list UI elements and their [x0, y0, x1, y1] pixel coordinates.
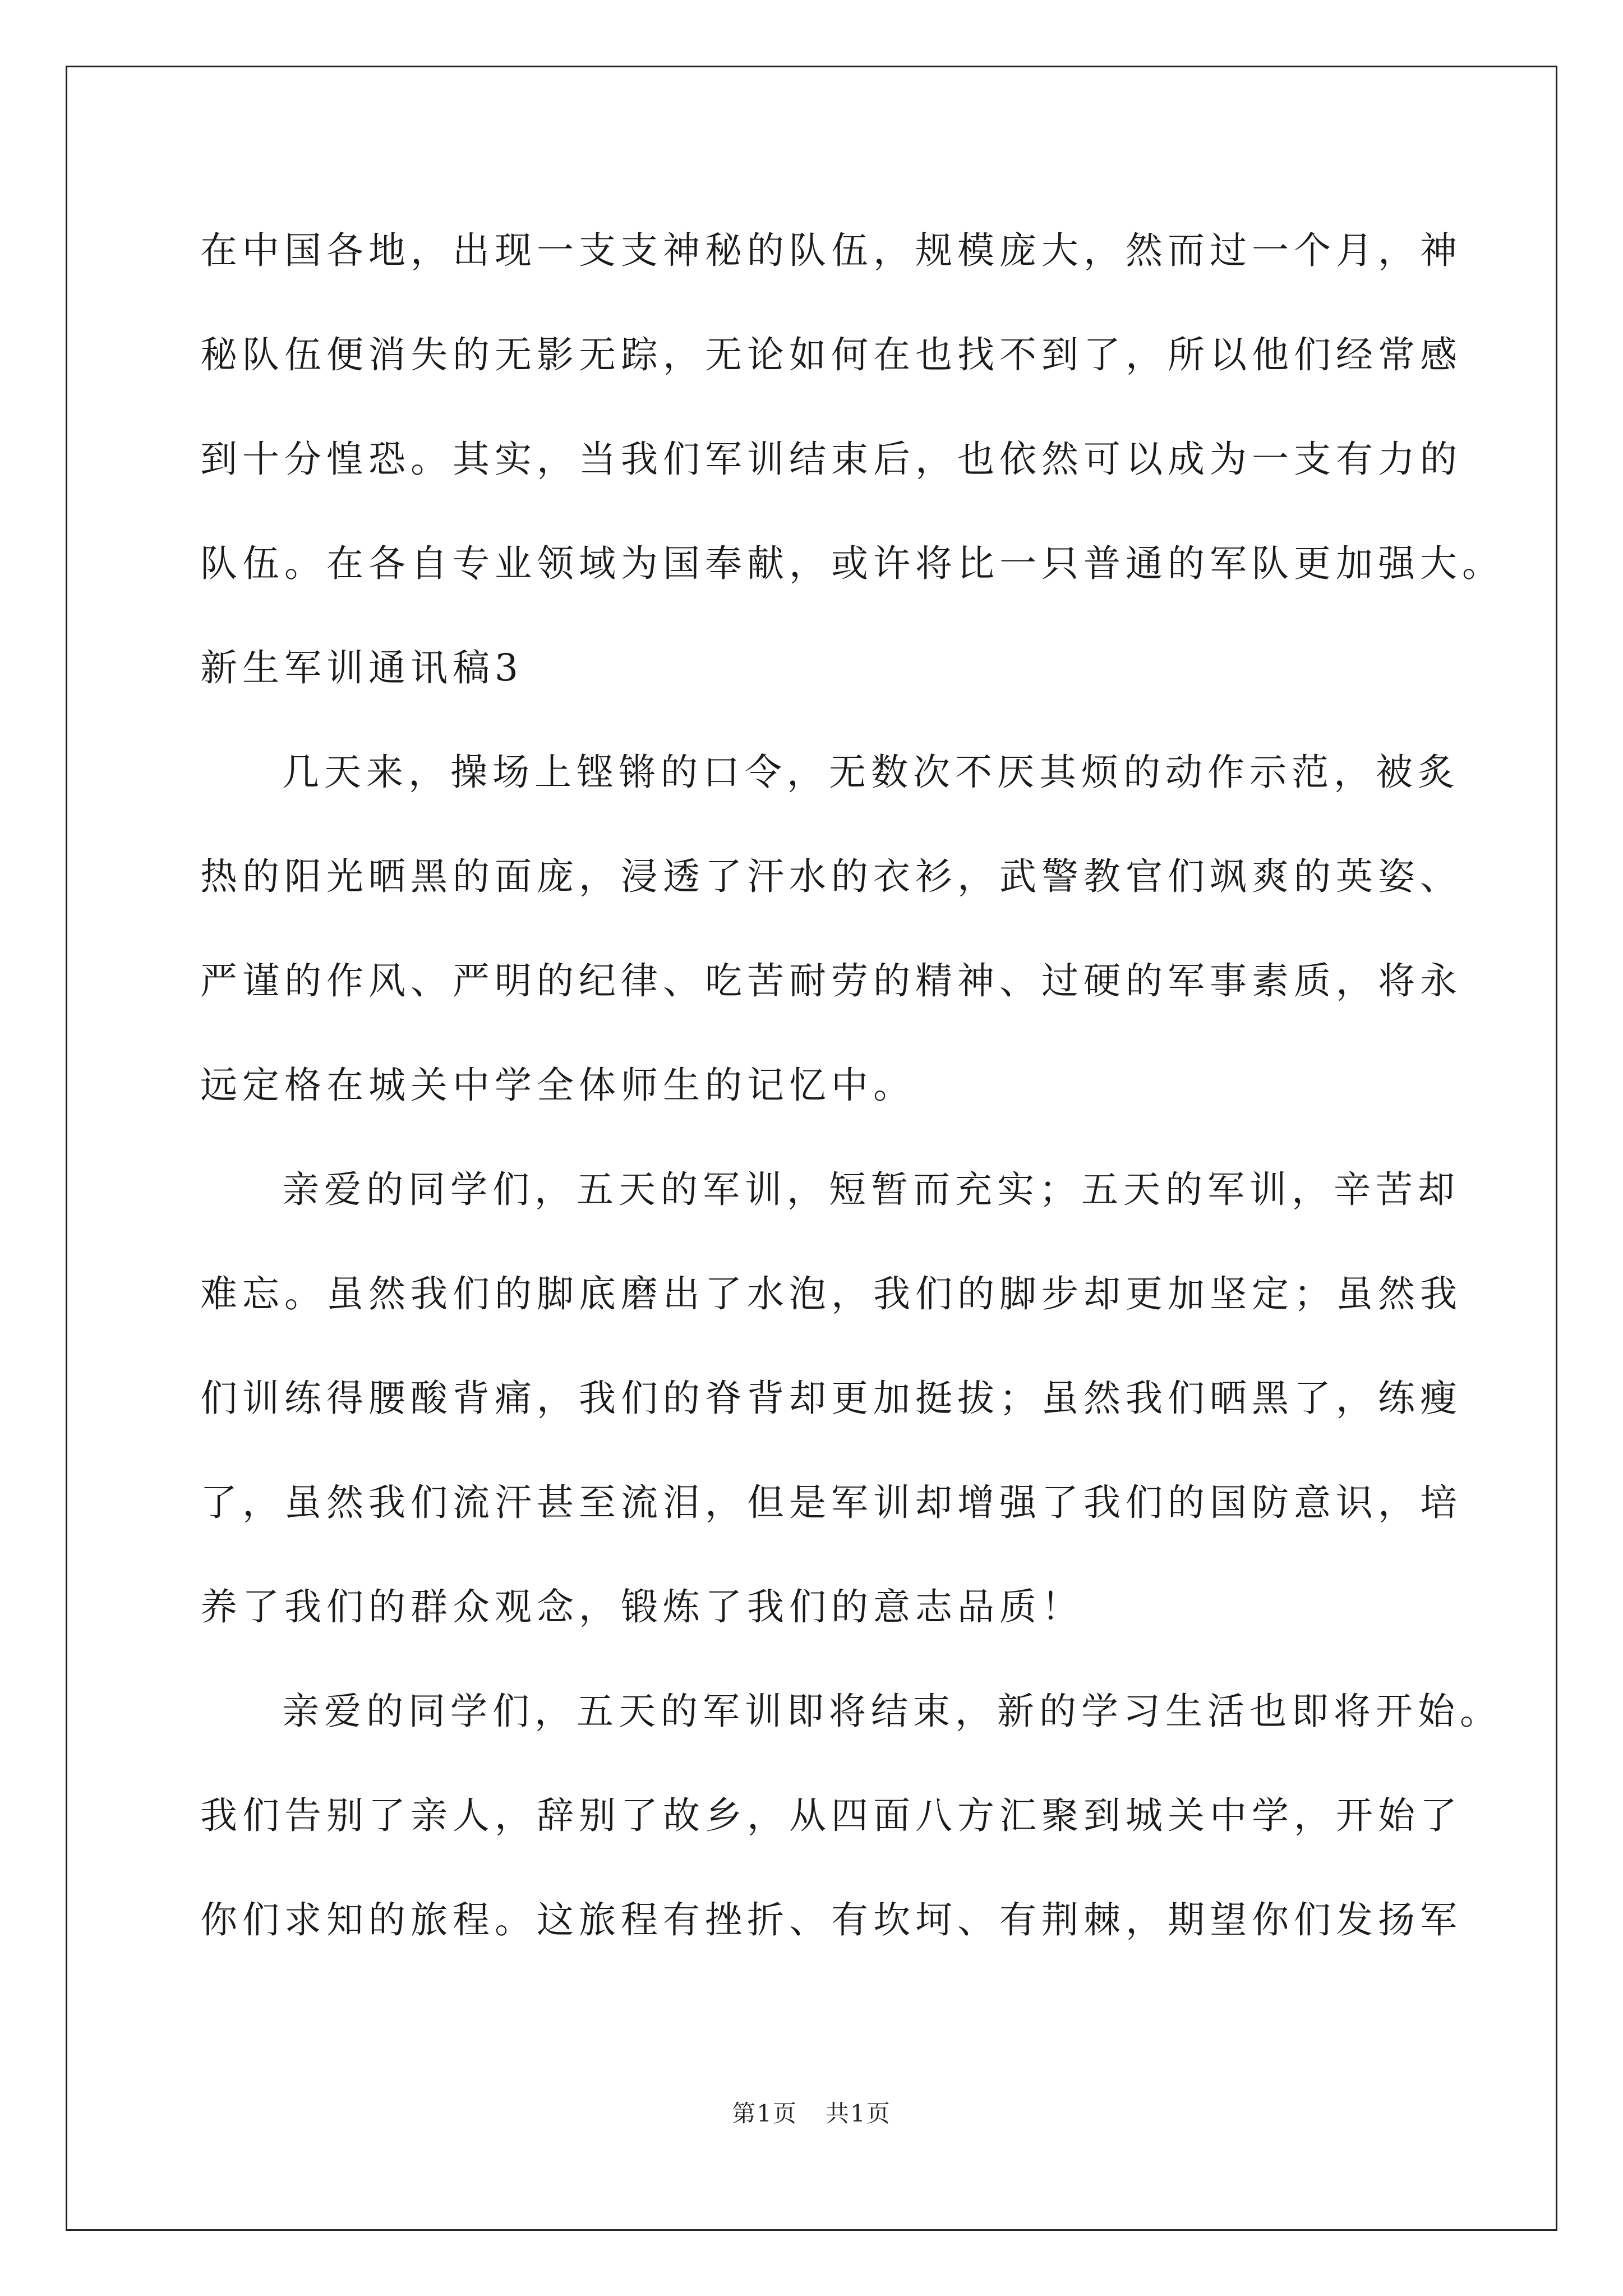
text-line: 队伍。在各自专业领域为国奉献，或许将比一只普通的军队更加强大。 — [200, 542, 1504, 585]
text-line: 了，虽然我们流汗甚至流泪，但是军训却增强了我们的国防意识，培 — [200, 1481, 1462, 1524]
text-line: 在中国各地，出现一支支神秘的队伍，规模庞大，然而过一个月，神 — [200, 229, 1462, 272]
text-line: 几天来，操场上铿锵的口令，无数次不厌其烦的动作示范，被炙 — [282, 751, 1460, 794]
text-line: 养了我们的群众观念，锻炼了我们的意志品质！ — [200, 1585, 1083, 1628]
text-line: 严谨的作风、严明的纪律、吃苦耐劳的精神、过硬的军事素质，将永 — [200, 959, 1462, 1002]
text-line: 热的阳光晒黑的面庞，浸透了汗水的衣衫，武警教官们飒爽的英姿、 — [200, 855, 1462, 898]
page-total: 共1页 — [826, 2100, 891, 2127]
text-line: 难忘。虽然我们的脚底磨出了水泡，我们的脚步却更加坚定；虽然我 — [200, 1272, 1462, 1315]
text-line: 你们求知的旅程。这旅程有挫折、有坎坷、有荆棘，期望你们发扬军 — [200, 1898, 1462, 1941]
text-line: 我们告别了亲人，辞别了故乡，从四面八方汇聚到城关中学，开始了 — [200, 1794, 1462, 1837]
text-line: 到十分惶恐。其实，当我们军训结束后，也依然可以成为一支有力的 — [200, 438, 1462, 481]
document-body — [200, 216, 1504, 1990]
page-footer — [0, 2095, 1623, 2129]
page-number: 第1页 — [732, 2100, 797, 2127]
text-line: 亲爱的同学们，五天的军训，短暂而充实；五天的军训，辛苦却 — [282, 1168, 1460, 1211]
section-heading: 新生军训通讯稿3 — [200, 646, 523, 689]
text-line: 亲爱的同学们，五天的军训即将结束，新的学习生活也即将开始。 — [282, 1690, 1502, 1733]
text-line: 们训练得腰酸背痛，我们的脊背却更加挺拔；虽然我们晒黑了，练瘦 — [200, 1377, 1462, 1420]
text-line: 秘队伍便消失的无影无踪，无论如何在也找不到了，所以他们经常感 — [200, 333, 1462, 376]
text-line: 远定格在城关中学全体师生的记忆中。 — [200, 1064, 915, 1107]
